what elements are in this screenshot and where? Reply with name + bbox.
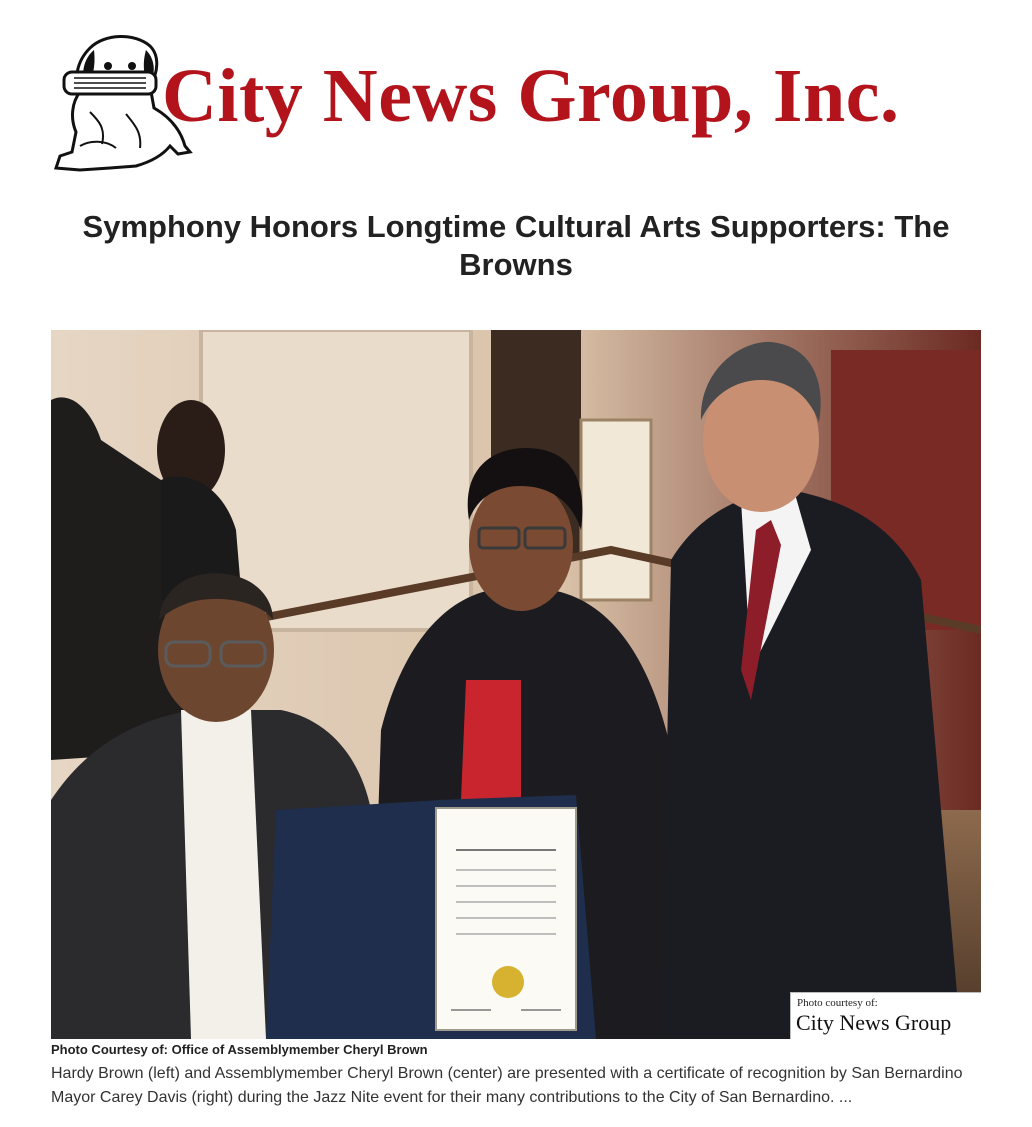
photo-credit-overlay-big: City News Group	[796, 1010, 952, 1035]
photo-credit-overlay	[790, 992, 981, 1039]
article-photo	[51, 330, 981, 1039]
photo-credit: Photo Courtesy of: Office of Assemblymember Cheryl Brown	[51, 1042, 428, 1057]
photo-illustration	[51, 330, 981, 1039]
masthead	[50, 28, 980, 178]
article-headline: Symphony Honors Longtime Cultural Arts Supporters: The Browns	[82, 209, 950, 282]
masthead-logo-text[interactable]: City News Group, Inc.	[162, 54, 900, 138]
photo-credit-overlay-small: Photo courtesy of:	[797, 997, 878, 1009]
article-caption: Hardy Brown (left) and Assemblymember Cheryl Brown (center) are presented with a certificate of recognition by San Bernardino Mayor Carey Davis (right) during the Jazz Nite event for their many contributions to the City of San Bernardino. ...	[51, 1065, 963, 1106]
